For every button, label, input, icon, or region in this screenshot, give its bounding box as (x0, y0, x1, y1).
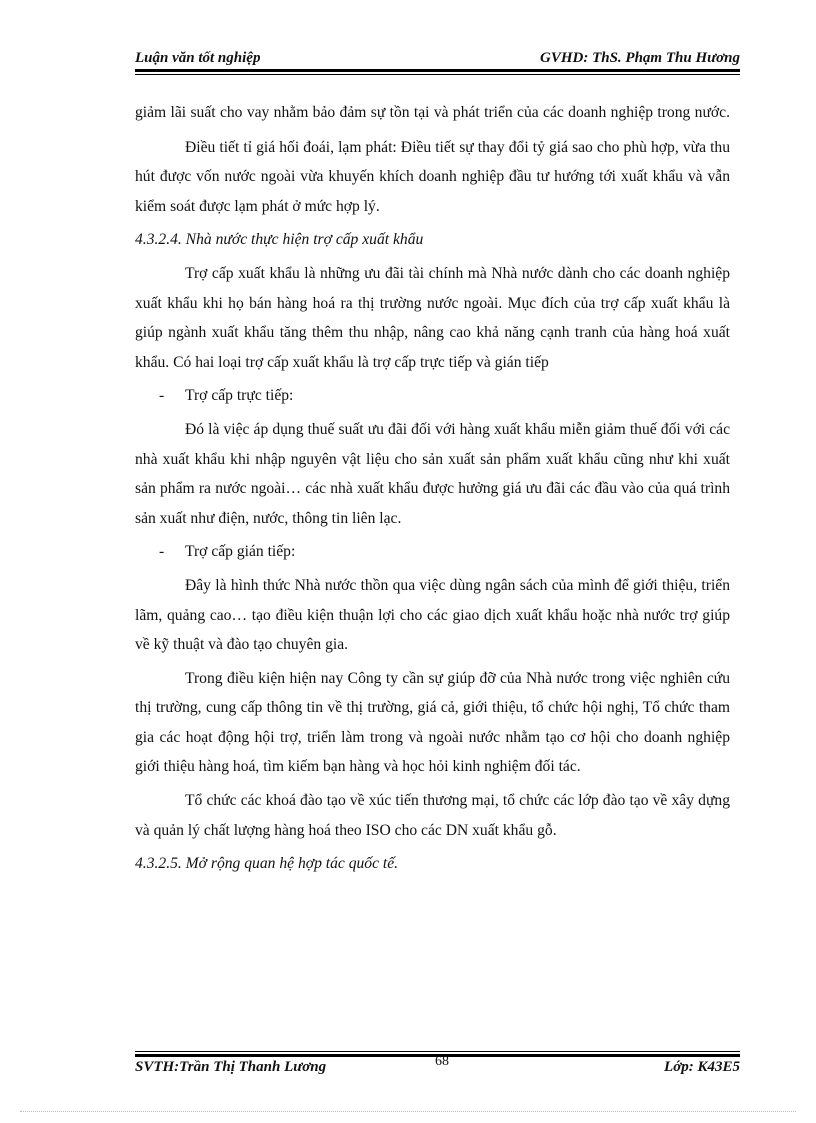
page-number: 68 (435, 1054, 449, 1069)
footer-author: SVTH:Trần Thị Thanh Lương (135, 1059, 327, 1075)
footer-rule-thin (135, 1051, 740, 1052)
paragraph-continuation: giảm lãi suất cho vay nhằm bảo đảm sự tồn tại và phát triển của các doanh nghiệp trong nước. (135, 104, 730, 121)
paragraph-indirect-subsidy: Đây là hình thức Nhà nước thồn qua việc dùng ngân sách của mình để giới thiệu, triển lãm, quảng cao… tạo điều kiện thuận lợi cho các giao dịch xuất khẩu hoặc nhà nước trợ giúp về kỹ thuật và đào tạo chuyên gia. (135, 576, 730, 654)
header-rule-thick (135, 69, 740, 72)
bullet-dash: - (159, 543, 165, 561)
bullet-indirect-subsidy (135, 537, 730, 567)
paragraph-training: Tổ chức các khoá đào tạo về xúc tiến thương mại, tổ chức các lớp đào tạo về xây dựng và quản lý chất lượng hàng hoá theo ISO cho các DN xuất khẩu gỗ. (135, 792, 730, 839)
header-supervisor: GVHD: ThS. Phạm Thu Hương (540, 50, 740, 66)
header-thesis-title: Luận văn tốt nghiệp (135, 50, 261, 66)
footer-class: Lớp: K43E5 (664, 1059, 740, 1075)
bullet-dash: - (159, 387, 165, 405)
bullet-direct-subsidy (135, 381, 730, 411)
page-bottom-dotted-line (20, 1111, 796, 1112)
paragraph-direct-subsidy: Đó là việc áp dụng thuế suất ưu đãi đối với hàng xuất khẩu miễn giảm thuế đối với các nhà xuất khẩu khi nhập nguyên vật liệu cho sản xuất sản phẩm xuất khẩu cũng như khi xuất sản phẩm ra nước ngoài… các nhà xuất khẩu được hưởng giá ưu đãi các đầu vào của quá trình sản xuất như điện, nước, thông tin liên lạc. (135, 420, 730, 527)
paragraph-company-needs: Trong điều kiện hiện nay Công ty cần sự giúp đỡ của Nhà nước trong việc nghiên cứu thị trường, cung cấp thông tin về thị trường, giá cả, giới thiệu, tổ chức hội nghị, Tổ chức tham gia các hoạt động hội trợ, triển làm trong và ngoài nước nhằm tạo cơ hội cho doanh nghiệp giới thiệu hàng hoá, tìm kiếm bạn hàng và học hỏi kinh nghiệm đối tác. (135, 669, 730, 776)
bullet-label: Trợ cấp gián tiếp: (185, 543, 296, 561)
header-rule-thin (135, 74, 740, 75)
bullet-label: Trợ cấp trực tiếp: (185, 387, 294, 405)
body-text (135, 98, 730, 879)
section-heading-4-3-2-4: 4.3.2.4. Nhà nước thực hiện trợ cấp xuất khẩu (135, 231, 424, 249)
paragraph-export-subsidy: Trợ cấp xuất khẩu là những ưu đãi tài chính mà Nhà nước dành cho các doanh nghiệp xuất khẩu khi họ bán hàng hoá ra thị trường nước ngoài. Mục đích của trợ cấp xuất khẩu là giúp ngành xuất khẩu tăng thêm thu nhập, nâng cao khả năng cạnh tranh của hàng hoá xuất khẩu. Có hai loại trợ cấp xuất khẩu là trợ cấp trực tiếp và gián tiếp (135, 264, 730, 371)
paragraph-exchange-rate: Điều tiết tỉ giá hối đoái, lạm phát: Điều tiết sự thay đổi tỷ giá sao cho phù hợp, vừa thu hút được vốn nước ngoài vừa khuyến khích doanh nghiệp đầu tư hướng tới xuất khẩu và vẫn kiểm soát được lạm phát ở mức hợp lý. (135, 138, 730, 215)
page-footer (135, 1054, 740, 1081)
section-heading-4-3-2-5: 4.3.2.5. Mở rộng quan hệ hợp tác quốc tế. (135, 855, 399, 873)
page-header (135, 48, 740, 70)
